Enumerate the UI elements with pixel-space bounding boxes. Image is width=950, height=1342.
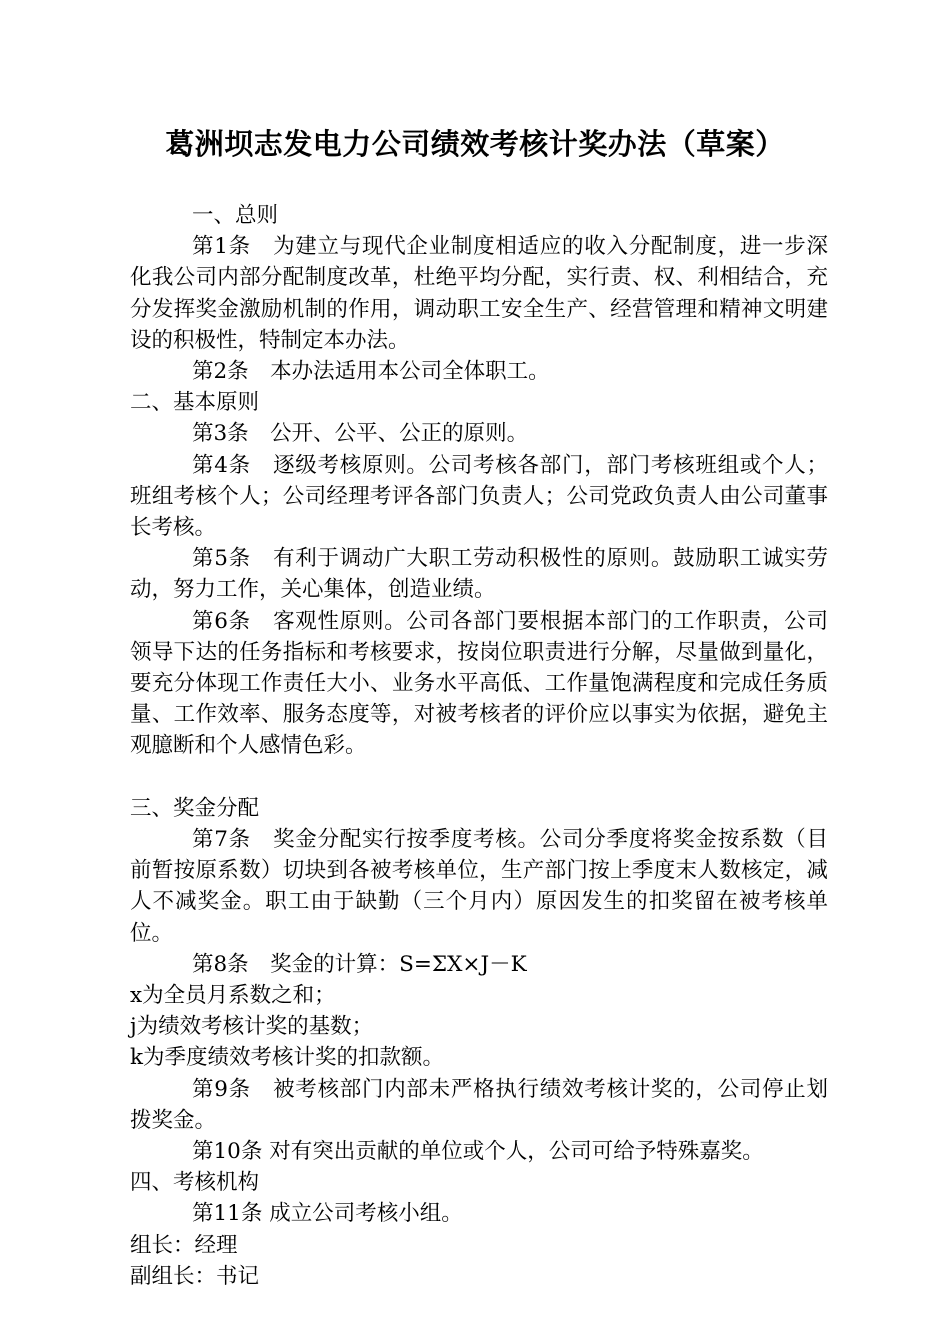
document-body bbox=[130, 200, 828, 1292]
article-4: 第4条 逐级考核原则。公司考核各部门，部门考核班组或个人；班组考核个人；公司经理考评各部门负责人；公司党政负责人由公司董事长考核。 bbox=[130, 452, 828, 541]
article-6: 第6条 客观性原则。公司各部门要根据本部门的工作职责，公司领导下达的任务指标和考核要求，按岗位职责进行分解，尽量做到量化，要充分体现工作责任大小、业务水平高低、工作量饱满程度和完成任务质量、工作效率、服务态度等，对被考核者的评价应以事实为依据，避免主观臆断和个人感情色彩。 bbox=[130, 608, 828, 759]
article-10: 第10条 对有突出贡献的单位或个人，公司可给予特殊嘉奖。 bbox=[192, 1139, 764, 1165]
team-leader-line: 组长：经理 bbox=[130, 1232, 238, 1258]
article-3: 第3条 公开、公平、公正的原则。 bbox=[192, 421, 529, 447]
article-9: 第9条 被考核部门内部未严格执行绩效考核计奖的，公司停止划拨奖金。 bbox=[130, 1076, 828, 1133]
article-11: 第11条 成立公司考核小组。 bbox=[192, 1201, 463, 1227]
article-7: 第7条 奖金分配实行按季度考核。公司分季度将奖金按系数（目前暂按原系数）切块到各被考核单位，生产部门按上季度末人数核定，减人不减奖金。职工由于缺勤（三个月内）原因发生的扣奖留在被考核单位。 bbox=[130, 827, 828, 946]
section-heading-bonus-distribution: 三、奖金分配 bbox=[130, 795, 260, 821]
section-heading-general: 一、总则 bbox=[192, 203, 279, 228]
section-heading-basic-principles: 二、基本原则 bbox=[130, 390, 260, 416]
formula-definition-k: k为季度绩效考核计奖的扣款额。 bbox=[130, 1045, 445, 1071]
blank-line bbox=[130, 762, 828, 793]
section-heading-assessment-body: 四、考核机构 bbox=[130, 1170, 260, 1196]
article-8: 第8条 奖金的计算：S=ΣX×J－K bbox=[192, 951, 527, 977]
article-2: 第2条 本办法适用本公司全体职工。 bbox=[192, 359, 550, 385]
formula-definition-x: x为全员月系数之和； bbox=[130, 983, 336, 1009]
article-5: 第5条 有利于调动广大职工劳动积极性的原则。鼓励职工诚实劳动，努力工作，关心集体，创造业绩。 bbox=[130, 546, 828, 603]
document-title: 葛洲坝志发电力公司绩效考核计奖办法（草案） bbox=[165, 127, 785, 161]
formula-definition-j: j为绩效考核计奖的基数； bbox=[130, 1014, 374, 1040]
article-1: 第1条 为建立与现代企业制度相适应的收入分配制度，进一步深化我公司内部分配制度改革，杜绝平均分配，实行责、权、利相结合，充分发挥奖金激励机制的作用，调动职工安全生产、经营管理和精神文明建设的积极性，特制定本办法。 bbox=[130, 234, 828, 353]
deputy-team-leader-line: 副组长：书记 bbox=[130, 1263, 260, 1289]
